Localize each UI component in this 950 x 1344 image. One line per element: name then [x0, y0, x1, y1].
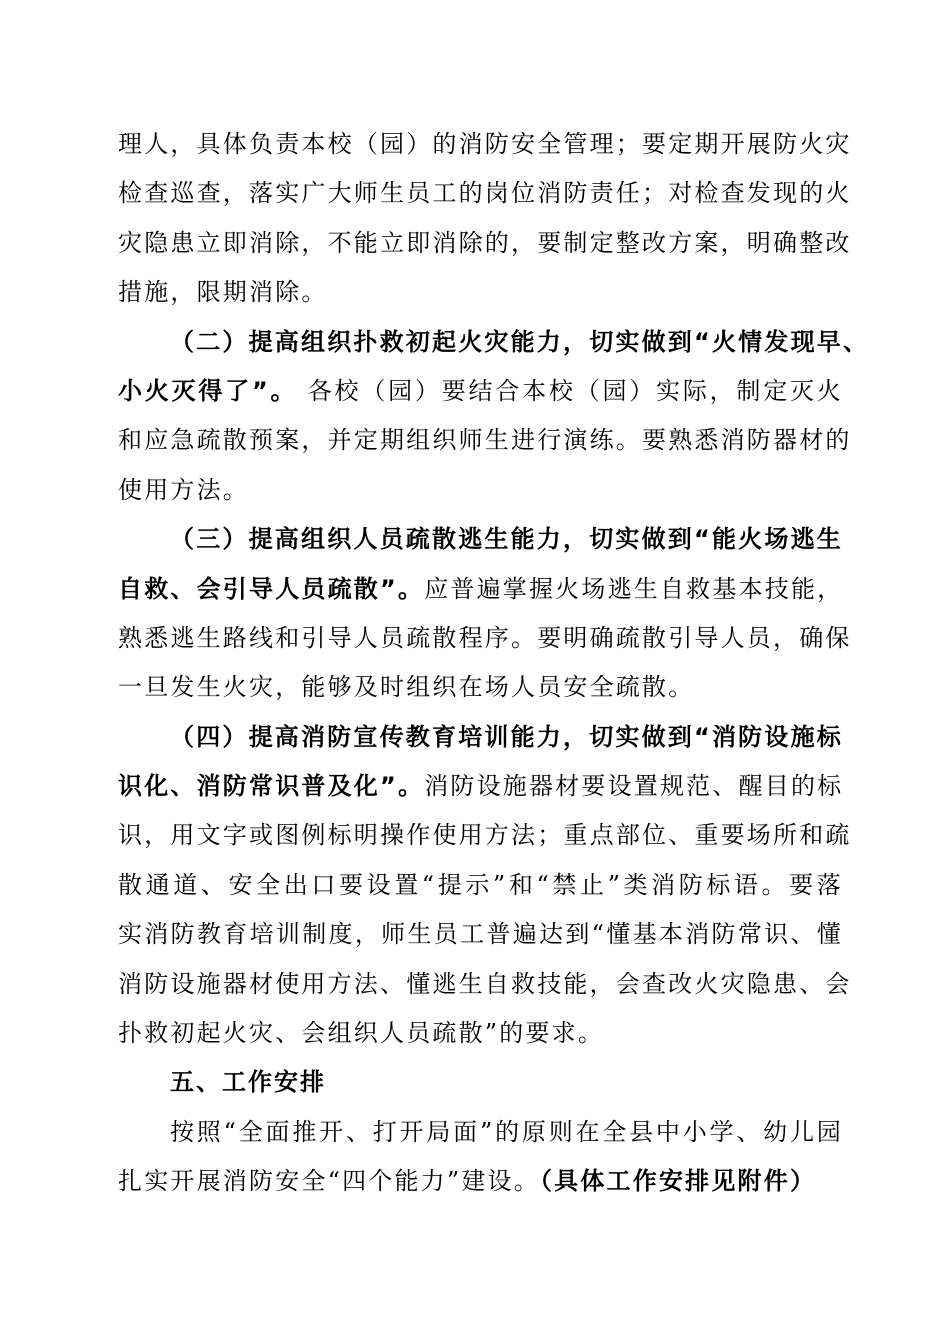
- paragraph-line: [118, 565, 843, 614]
- subsection-heading-3: [118, 515, 843, 564]
- paragraph-line: [118, 762, 843, 811]
- body-text: 各校（园）要结合本校（园）实际，制定灭火: [297, 376, 843, 405]
- bold-heading-text: （四）提高消防宣传教育培训能力，切实做到“消防设施标: [170, 722, 843, 751]
- bold-heading-text: （二）提高组织扑救初起火灾能力，切实做到“火情发现早、: [170, 327, 870, 356]
- paragraph-line: [118, 1157, 843, 1206]
- paragraph-line: 按照“全面推开、打开局面”的原则在全县中小学、幼儿园: [170, 1117, 843, 1146]
- paragraph-line: 和应急疏散预案，并定期组织师生进行演练。要熟悉消防器材的: [118, 426, 852, 455]
- body-text: 扎实开展消防安全“四个能力”建设。: [118, 1167, 540, 1196]
- bold-heading-text: 小火灭得了”。: [118, 376, 298, 405]
- paragraph-line: 检查巡查，落实广大师生员工的岗位消防责任；对检查发现的火: [118, 179, 852, 208]
- document-page: [118, 120, 870, 1207]
- paragraph-line: [118, 367, 843, 416]
- paragraph-line: 一旦发生火灾，能够及时组织在场人员安全疏散。: [118, 673, 695, 702]
- paragraph-line: 消防设施器材使用方法、懂逃生自救技能，会查改火灾隐患、会: [118, 969, 852, 998]
- bold-heading-text: 自救、会引导人员疏散”。: [118, 574, 425, 603]
- section-heading: [118, 1058, 843, 1107]
- section-title: 五、工作安排: [170, 1068, 326, 1097]
- paragraph-line: 理人，具体负责本校（园）的消防安全管理；要定期开展防火灾: [118, 130, 852, 158]
- paragraph-line: 措施，限期消除。: [118, 278, 328, 307]
- paragraph-line: 熟悉逃生路线和引导人员疏散程序。要明确疏散引导人员，确保: [118, 623, 852, 652]
- body-text: 消防设施器材要设置规范、醒目的标: [424, 772, 844, 801]
- paragraph-line: 识，用文字或图例标明操作使用方法；重点部位、重要场所和疏: [118, 821, 852, 850]
- paragraph-line: 实消防教育培训制度，师生员工普遍达到“懂基本消防常识、懂: [118, 920, 843, 949]
- paragraph-line: 灾隐患立即消除，不能立即消除的，要制定整改方案，明确整改: [118, 228, 852, 257]
- body-text: 应普遍掌握火场逃生自救基本技能，: [424, 574, 844, 603]
- paragraph-line: 散通道、安全出口要设置“提示”和“禁止”类消防标语。要落: [118, 870, 843, 899]
- attachment-note: （具体工作安排见附件）: [539, 1167, 817, 1196]
- subsection-heading-4: [118, 713, 843, 762]
- paragraph-line: 扑救初起火灾、会组织人员疏散”的要求。: [118, 1019, 605, 1048]
- subsection-heading-2: [118, 318, 870, 367]
- bold-heading-text: 识化、消防常识普及化”。: [118, 772, 425, 801]
- bold-heading-text: （三）提高组织人员疏散逃生能力，切实做到“能火场逃生: [170, 525, 843, 554]
- paragraph-line: 使用方法。: [118, 475, 249, 504]
